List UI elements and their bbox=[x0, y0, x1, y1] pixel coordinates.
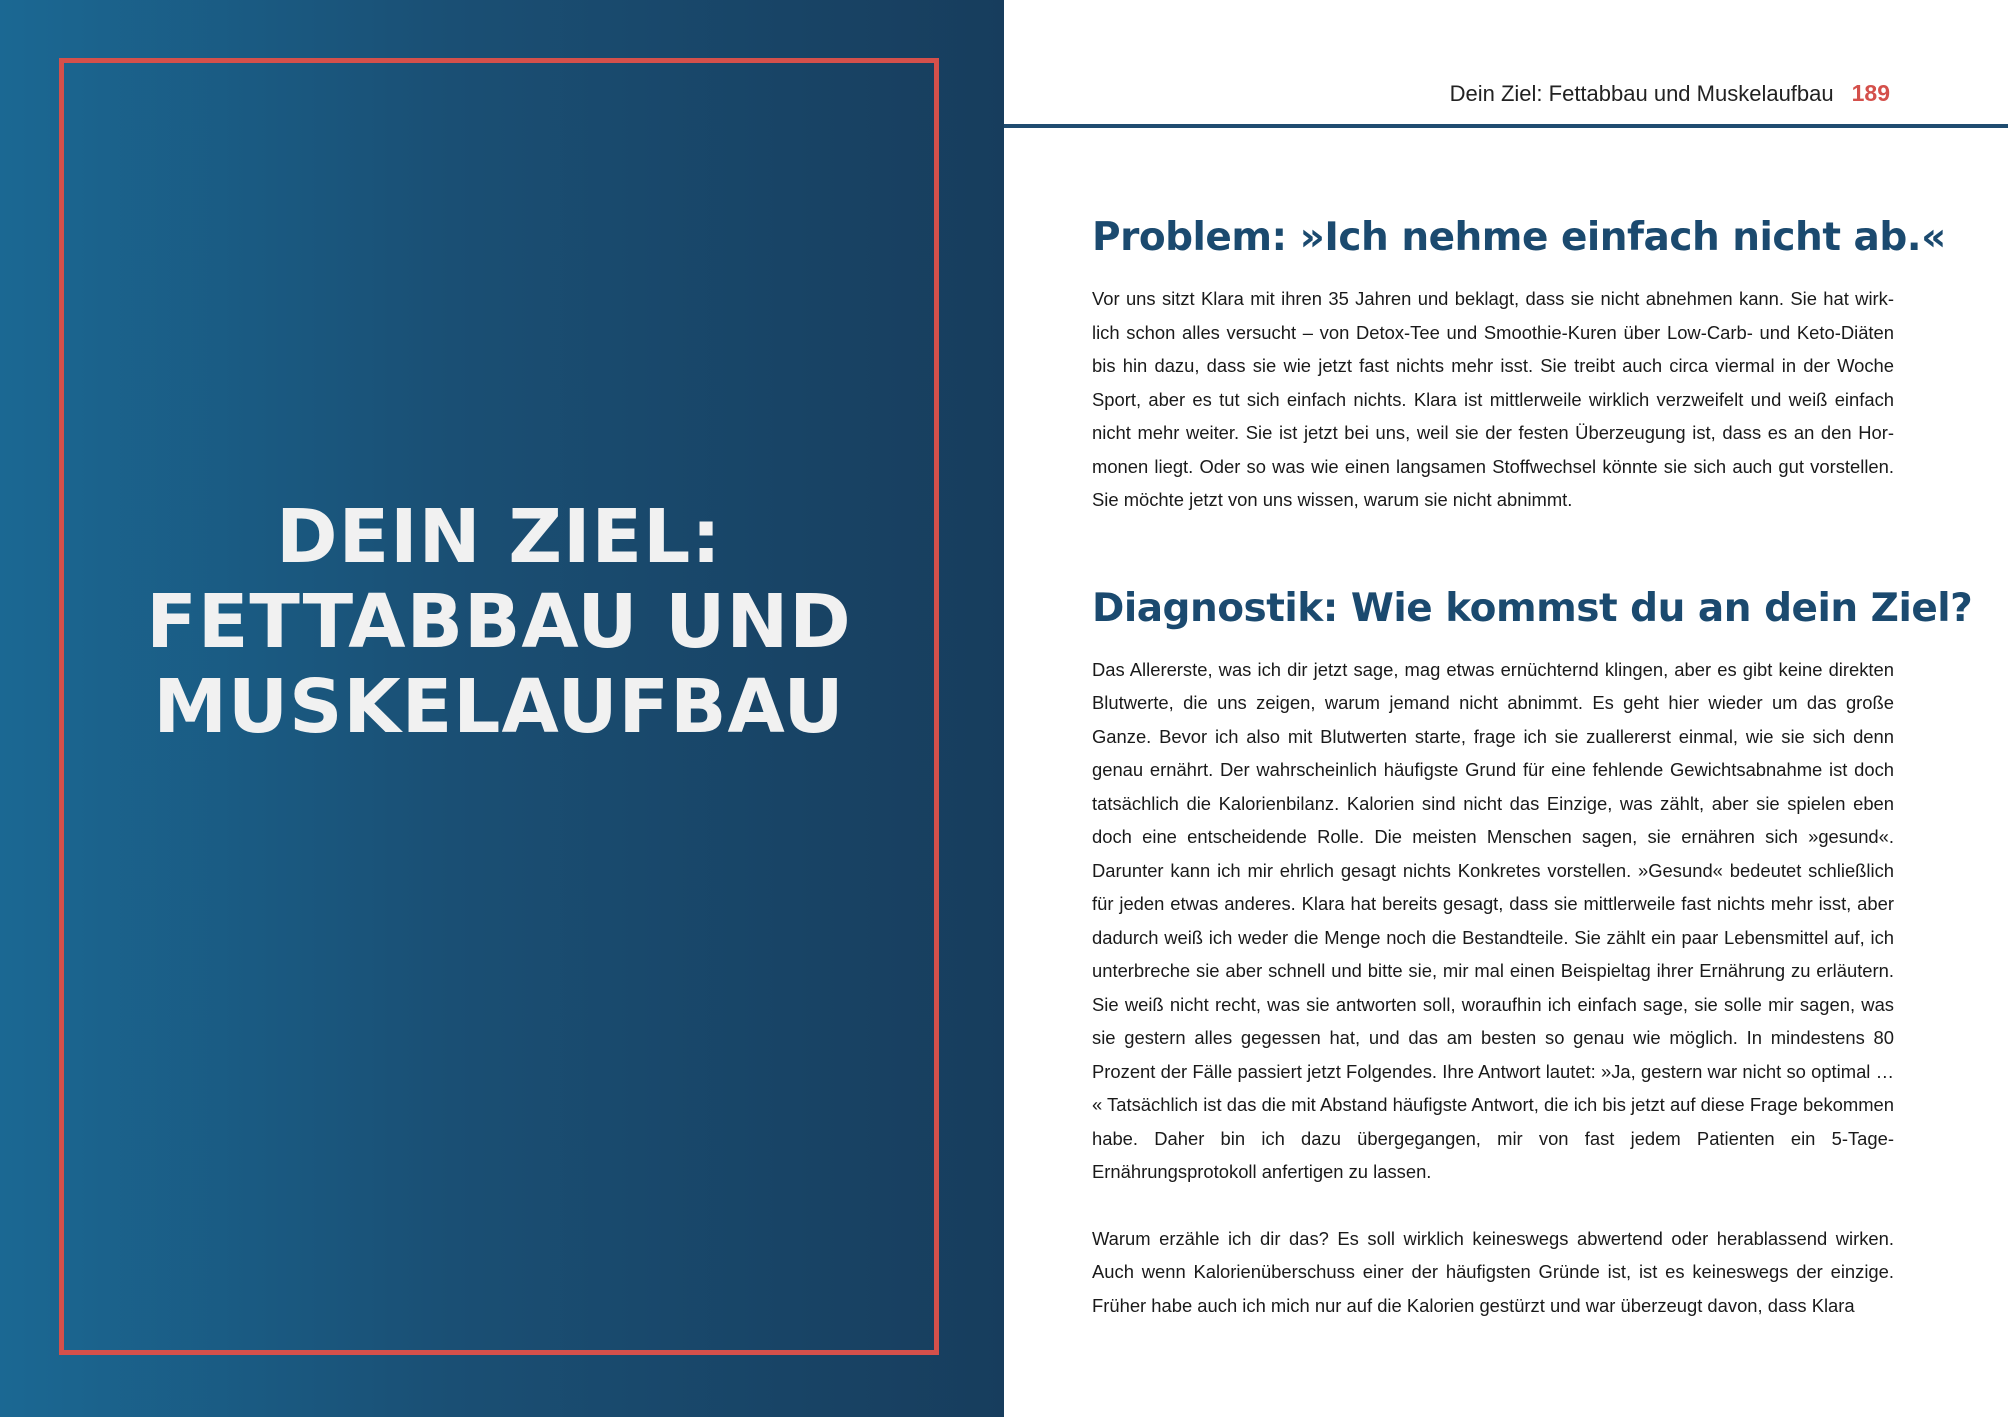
chapter-title-line: MUSKELAUFBAU bbox=[153, 664, 845, 750]
chapter-title-line: FETTABBAU UND bbox=[146, 579, 852, 665]
body-paragraph: Warum erzähle ich dir das? Es soll wirklich keineswegs abwertend oder herablassend wirken. Auch wenn Kalorienüberschuss einer der häufigsten Gründe ist, ist es keineswegs der einzige. Früher habe auch ich mich nur auf die Kalorien gestürzt und war überzeugt davon, dass Klara bbox=[1092, 1227, 1894, 1316]
page-content bbox=[1092, 208, 1973, 1322]
right-page bbox=[1004, 0, 2008, 1417]
chapter-title-line: DEIN ZIEL: bbox=[276, 494, 722, 580]
section-heading-problem: Problem: »Ich nehme einfach nicht ab.« bbox=[1092, 215, 1946, 260]
body-paragraph: Das Allererste, was ich dir jetzt sage, mag etwas ernüchternd klingen, aber es gibt keine direkten Blutwerte, die uns zeigen, warum jemand nicht abnimmt. Es geht hier wieder um das große Ganze. Bevor ich also mit Blutwerten starte, frage ich sie zuallererst einmal, wie sie sich denn genau ernährt. Der wahrscheinlich häufigste Grund für eine fehlende Gewichtsabnahme ist doch tatsächlich die Kalorienbilanz. Kalorien sind nicht das Einzige, was zählt, aber sie spielen eben doch eine entscheidende Rolle. Die meisten Menschen sagen, sie ernähren sich »gesund«. Darunter kann ich mir ehrlich gesagt nichts Konkretes vorstellen. »Gesund« bedeutet schließlich für jeden etwas anderes. Klara hat bereits gesagt, dass sie mittlerweile fast nichts mehr isst, aber dadurch weiß ich weder die Menge noch die Bestandteile. Sie zählt ein paar Lebensmittel auf, ich unterbreche sie aber schnell und bitte sie, mir mal einen Beispieltag ihrer Ernährung zu erläutern. Sie weiß nicht recht, was sie antworten soll, woraufhin ich einfach sage, sie solle mir sagen, was sie gestern alles gegessen hat, und das am besten so genau wie möglich. In mindestens 80 Prozent der Fälle passiert jetzt Folgendes. Ihre Antwort lautet: »Ja, gestern war nicht so optimal … « Tatsächlich ist das die mit Abstand häufigste Antwort, die ich bis jetzt auf diese Frage bekommen habe. Daher bin ich dazu übergegangen, mir von fast jedem Patienten ein 5-Tage-Ernährungsprotokoll anfertigen zu lassen. bbox=[1092, 658, 1894, 1182]
page-number: 189 bbox=[1851, 80, 1890, 106]
running-header bbox=[1450, 80, 1890, 116]
header-divider bbox=[1004, 124, 2008, 128]
body-paragraph: Vor uns sitzt Klara mit ihren 35 Jahren und beklagt, dass sie nicht abnehmen kann. Sie hat wirklich schon alles versucht – von Detox-Tee und Smoothie-Kuren über Low-Carb- und Keto-Diäten bis hin dazu, dass sie wie jetzt fast nichts mehr isst. Sie treibt auch circa viermal in der Woche Sport, aber es tut sich einfach nichts. Klara ist mittlerweile wirklich verzweifelt und weiß einfach nicht mehr weiter. Sie ist jetzt bei uns, weil sie der festen Überzeugung ist, dass es an den Hormonen liegt. Oder so was wie einen langsamen Stoffwechsel könnte sie sich auch gut vorstellen. Sie möchte jetzt von uns wissen, warum sie nicht abnimmt. bbox=[1092, 288, 1894, 510]
running-title: Dein Ziel: Fettabbau und Muskelaufbau bbox=[1449, 81, 1834, 106]
chapter-title bbox=[59, 495, 939, 750]
section-heading-diagnostik: Diagnostik: Wie kommst du an dein Ziel? bbox=[1092, 585, 1973, 631]
